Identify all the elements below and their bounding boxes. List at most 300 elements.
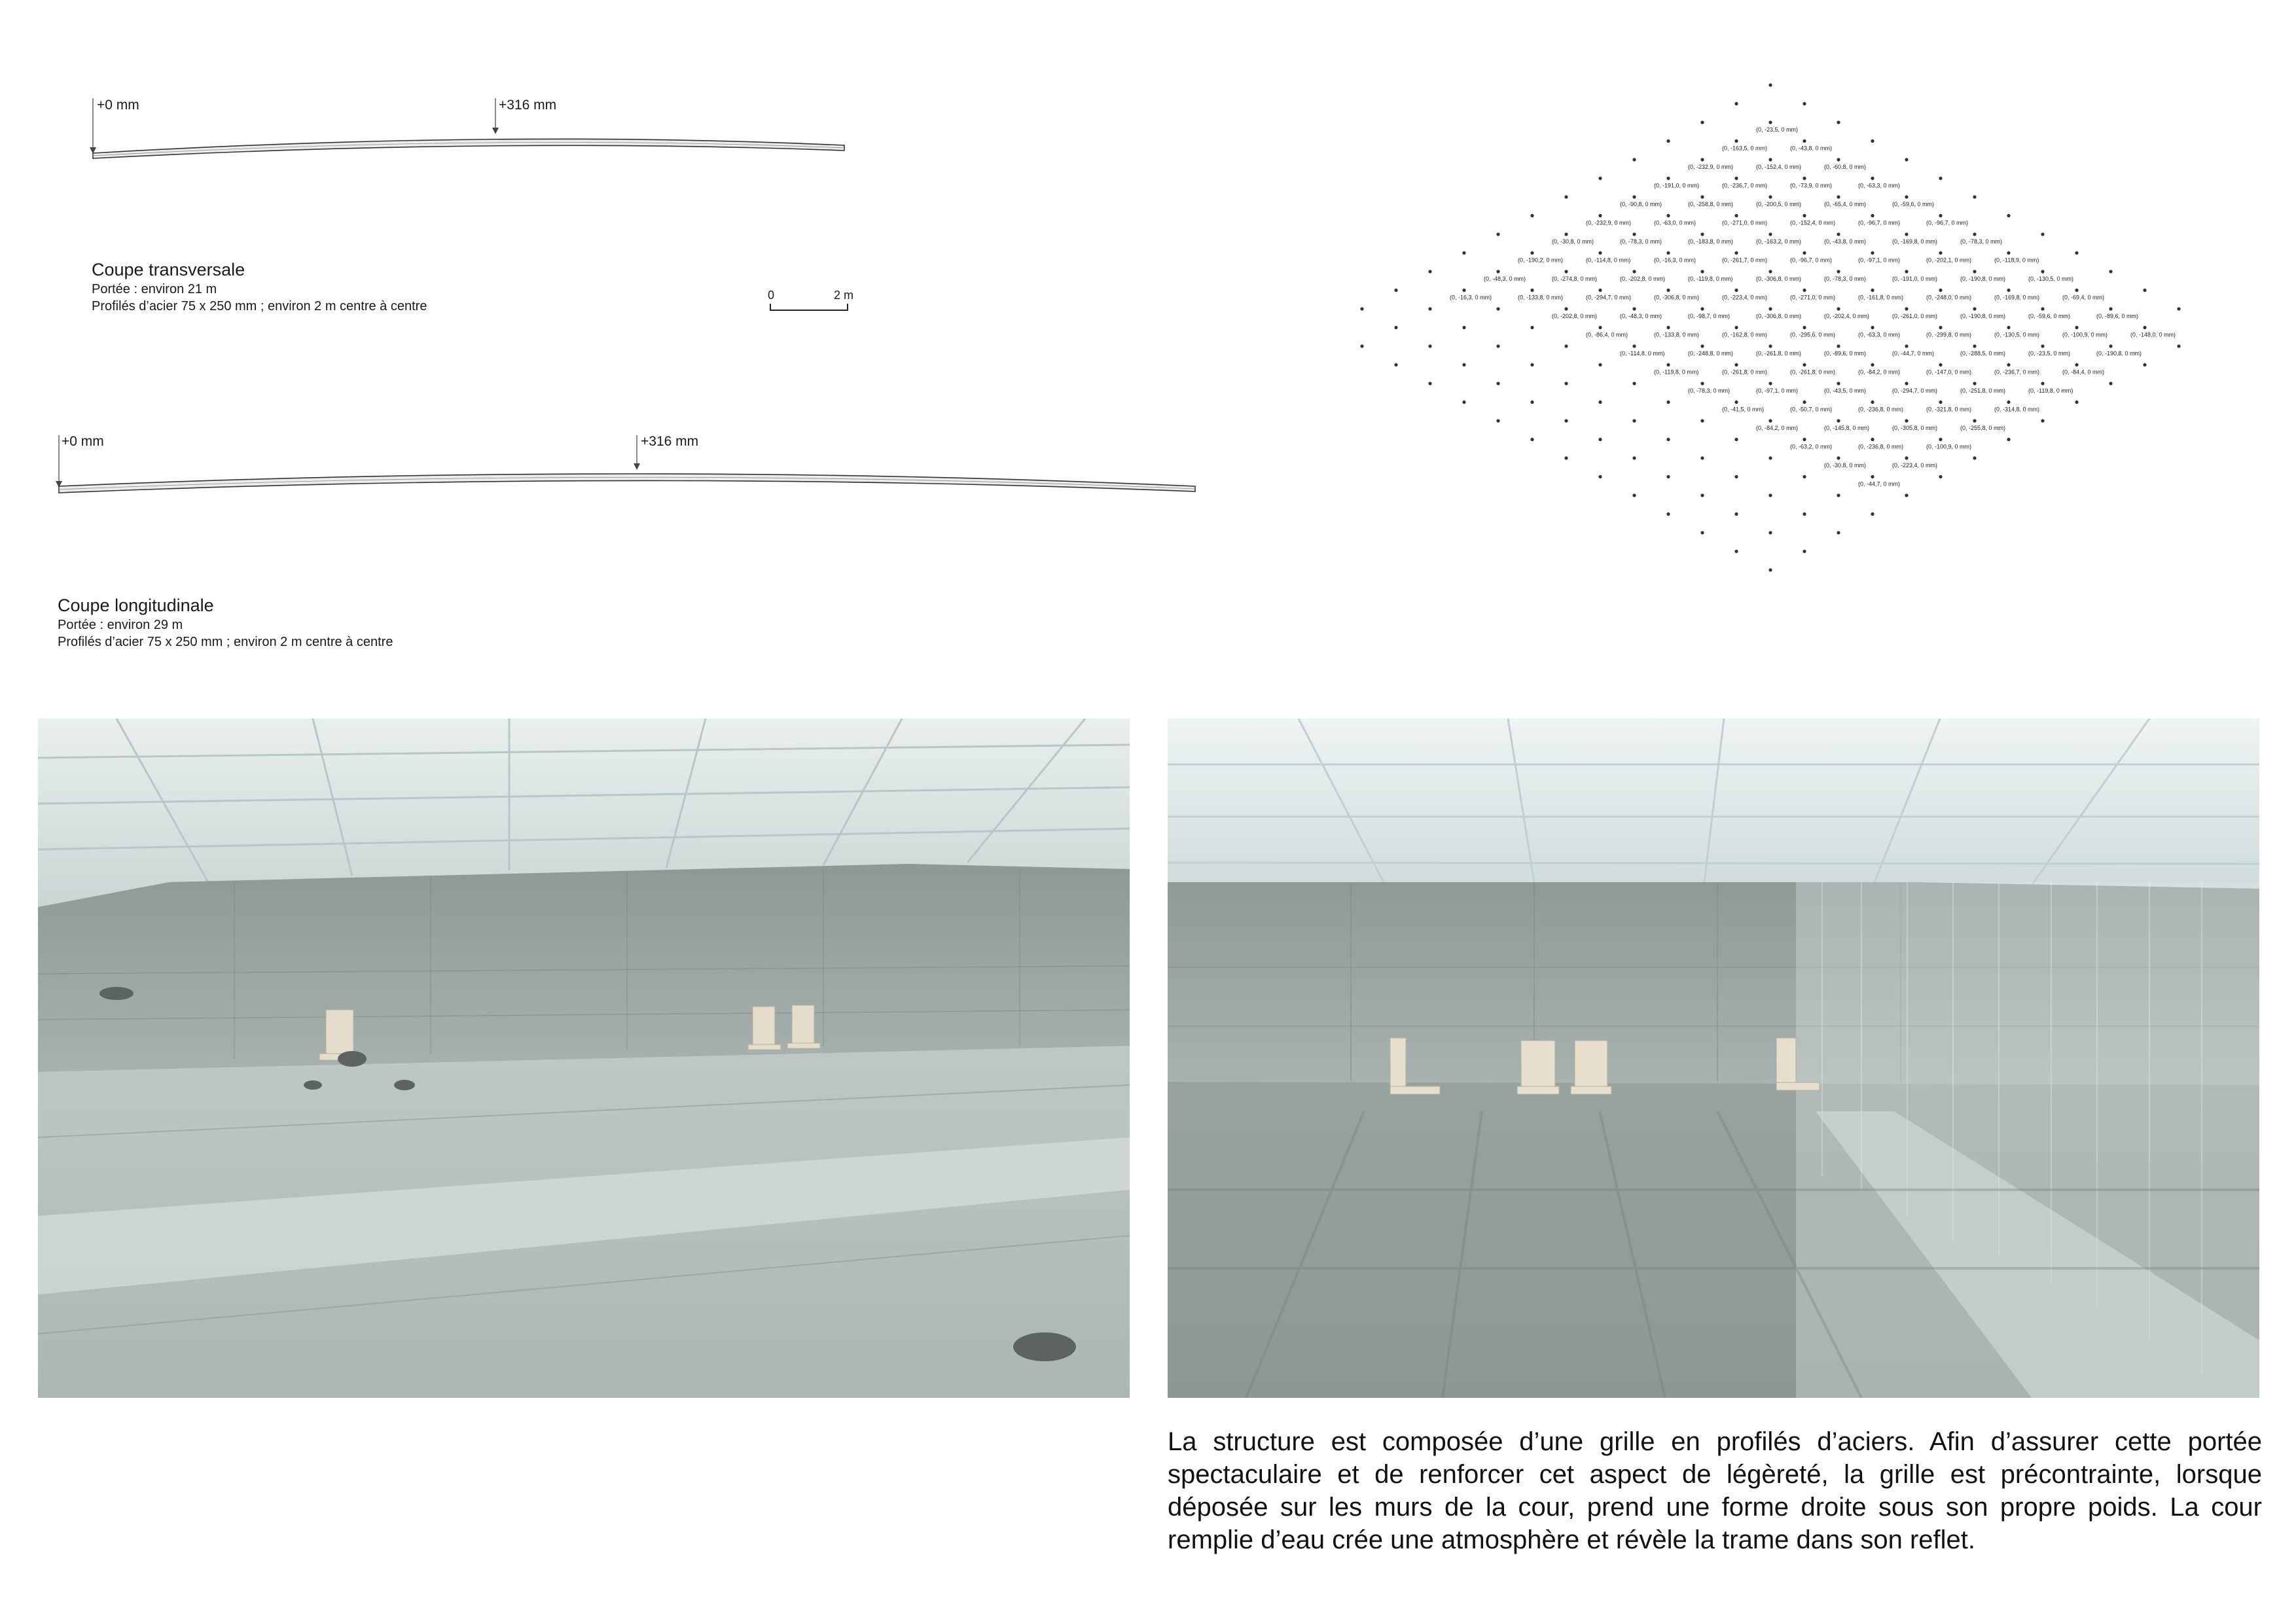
grid-node-point [1837, 270, 1840, 273]
grid-node-point [1803, 401, 1806, 404]
grid-node-label: (0, -119,8, 0 mm) [2028, 387, 2073, 394]
grid-node-label: (0, -321,8, 0 mm) [1926, 406, 1972, 413]
grid-node-label: (0, -202,4, 0 mm) [1824, 313, 1870, 319]
grid-node-label: (0, -100,9, 0 mm) [2062, 331, 2108, 338]
grid-node-point [2075, 289, 2078, 292]
grid-node-label: (0, -163,5, 0 mm) [1722, 145, 1768, 152]
grid-node-label: (0, -232,9, 0 mm) [1586, 219, 1632, 226]
grid-node-point [1768, 195, 1772, 198]
grid-node-point [1905, 270, 1908, 273]
grid-node-label: (0, -145,8, 0 mm) [1824, 425, 1870, 431]
grid-node-point [2109, 344, 2112, 348]
grid-node-label: (0, -114,8, 0 mm) [1586, 257, 1631, 264]
grid-node-point [1666, 214, 1670, 217]
grid-node-label: (0, -161,8, 0 mm) [1858, 294, 1904, 301]
grid-node-point [1530, 214, 1534, 217]
grid-node-label: (0, -236,8, 0 mm) [1858, 406, 1904, 413]
grid-node-point [2041, 382, 2044, 385]
grid-node-label: (0, -152,4, 0 mm) [1790, 219, 1836, 226]
grid-node-point [2041, 419, 2044, 422]
transverse-span: Portée : environ 21 m [92, 282, 217, 296]
grid-node-label: (0, -261,0, 0 mm) [1892, 313, 1938, 319]
description-paragraph: La structure est composée d’une grille en profilés d’aciers. Afin d’assurer cette portée spectaculaire et de renforcer cet aspect de légèreté, la grille est précontrainte, lorsque déposée sur les murs de la cour, prend une forme droite sous son propre poids. La cour remplie d’eau crée une atmosphère et révèle la trame dans son reflet. [1168, 1427, 2262, 1554]
grid-node-point [1734, 512, 1738, 516]
grid-node-label: (0, -288,5, 0 mm) [1960, 350, 2006, 357]
grid-node-label: (0, -114,8, 0 mm) [1620, 350, 1665, 357]
grid-node-point [1598, 363, 1602, 366]
grid-node-label: (0, -84,2, 0 mm) [1756, 425, 1799, 431]
grid-node-point [2075, 326, 2078, 329]
grid-node-point [1598, 326, 1602, 329]
grid-node-label: (0, -96,7, 0 mm) [1926, 219, 1969, 226]
grid-node-label: (0, -148,0, 0 mm) [2130, 331, 2176, 338]
grid-node-point [1837, 195, 1840, 198]
grid-node-label: (0, -190,2, 0 mm) [1518, 257, 1564, 264]
grid-node-point [1939, 251, 1942, 255]
grid-node-label: (0, -30,8, 0 mm) [1824, 462, 1867, 469]
grid-node-point [1666, 326, 1670, 329]
grid-node-label: (0, -191,0, 0 mm) [1654, 182, 1700, 189]
grid-node-point [2075, 251, 2078, 255]
grid-node-label: (0, -202,8, 0 mm) [1620, 276, 1666, 282]
grid-node-point [1700, 232, 1704, 236]
grid-node-label: (0, -48,3, 0 mm) [1620, 313, 1662, 319]
grid-node-label: (0, -236,8, 0 mm) [1858, 443, 1904, 450]
grid-node-label: (0, -78,3, 0 mm) [1620, 238, 1662, 245]
grid-node-point [1803, 139, 1806, 143]
grid-node-point [1905, 307, 1908, 310]
grid-node-point [1803, 289, 1806, 292]
grid-node-point [1973, 232, 1976, 236]
grid-deflection-plan [1329, 72, 2212, 582]
grid-node-point [1394, 363, 1397, 366]
grid-node-point [1905, 195, 1908, 198]
grid-node-label: (0, -251,8, 0 mm) [1960, 387, 2006, 394]
grid-node-label: (0, -183,8, 0 mm) [1688, 238, 1734, 245]
grid-node-label: (0, -190,8, 0 mm) [1960, 276, 2006, 282]
grid-node-point [1803, 251, 1806, 255]
grid-node-point [2075, 363, 2078, 366]
grid-node-point [1734, 363, 1738, 366]
grid-node-point [1700, 344, 1704, 348]
grid-node-point [1837, 307, 1840, 310]
grid-node-label: (0, -89,6, 0 mm) [1824, 350, 1867, 357]
grid-node-label: (0, -63,2, 0 mm) [1790, 443, 1833, 450]
grid-node-label: (0, -44,7, 0 mm) [1892, 350, 1935, 357]
grid-node-point [1700, 493, 1704, 497]
grid-node-point [1428, 344, 1431, 348]
grid-node-point [2177, 307, 2180, 310]
grid-node-label: (0, -23,5, 0 mm) [1756, 126, 1799, 133]
grid-node-point [1496, 307, 1499, 310]
grid-node-label: (0, -59,6, 0 mm) [2028, 313, 2071, 319]
grid-node-point [2075, 401, 2078, 404]
grid-node-label: (0, -78,3, 0 mm) [1824, 276, 1867, 282]
grid-node-point [1428, 382, 1431, 385]
grid-node-point [1496, 232, 1499, 236]
grid-node-point [2143, 326, 2146, 329]
grid-node-point [2041, 270, 2044, 273]
longitudinal-mark-mid: +316 mm [641, 434, 699, 449]
grid-node-point [1973, 419, 1976, 422]
grid-node-point [1632, 158, 1636, 161]
grid-node-point [1734, 401, 1738, 404]
grid-node-label: (0, -261,8, 0 mm) [1756, 350, 1802, 357]
grid-node-point [1530, 289, 1534, 292]
grid-node-point [1564, 419, 1568, 422]
scale-bar-start: 0 [768, 289, 775, 302]
grid-node-point [2007, 251, 2010, 255]
grid-node-point [1871, 438, 1874, 441]
grid-node-label: (0, -65,4, 0 mm) [1824, 201, 1867, 207]
grid-node-point [1530, 326, 1534, 329]
grid-node-point [1462, 326, 1465, 329]
grid-node-label: (0, -169,8, 0 mm) [1994, 294, 2040, 301]
grid-node-point [2109, 307, 2112, 310]
grid-node-point [1871, 475, 1874, 478]
grid-node-point [1496, 382, 1499, 385]
grid-node-point [1496, 419, 1499, 422]
grid-node-point [1564, 456, 1568, 459]
grid-node-label: (0, -295,6, 0 mm) [1790, 331, 1836, 338]
grid-node-point [1734, 251, 1738, 255]
grid-node-point [1837, 344, 1840, 348]
grid-node-point [1768, 531, 1772, 534]
grid-node-label: (0, -133,8, 0 mm) [1654, 331, 1700, 338]
grid-node-point [2007, 214, 2010, 217]
grid-node-point [1734, 550, 1738, 553]
grid-node-point [1564, 232, 1568, 236]
grid-node-label: (0, -97,1, 0 mm) [1858, 257, 1901, 264]
grid-node-point [1632, 382, 1636, 385]
grid-node-label: (0, -96,7, 0 mm) [1858, 219, 1901, 226]
grid-node-point [1666, 289, 1670, 292]
grid-node-label: (0, -261,8, 0 mm) [1722, 368, 1768, 376]
grid-node-point [1837, 232, 1840, 236]
grid-node-label: (0, -84,2, 0 mm) [1858, 368, 1901, 376]
grid-node-label: (0, -84,4, 0 mm) [2062, 368, 2105, 376]
grid-node-point [1598, 289, 1602, 292]
grid-node-point [1768, 344, 1772, 348]
grid-node-point [1666, 251, 1670, 255]
grid-node-point [1734, 102, 1738, 105]
grid-node-point [1768, 83, 1772, 86]
grid-node-point [1871, 139, 1874, 143]
grid-node-point [1939, 401, 1942, 404]
transverse-mark-mid: +316 mm [499, 98, 557, 113]
grid-node-point [1803, 550, 1806, 553]
grid-node-point [1564, 344, 1568, 348]
grid-node-point [1734, 289, 1738, 292]
grid-node-point [1700, 531, 1704, 534]
grid-node-point [1973, 270, 1976, 273]
grid-node-label: (0, -44,7, 0 mm) [1858, 480, 1901, 488]
grid-node-point [1939, 438, 1942, 441]
grid-node-point [1837, 382, 1840, 385]
grid-node-label: (0, -119,8, 0 mm) [1688, 276, 1733, 282]
grid-node-label: (0, -16,3, 0 mm) [1654, 257, 1696, 264]
grid-node-point [1939, 214, 1942, 217]
scale-bar [769, 302, 854, 313]
grid-node-label: (0, -152,4, 0 mm) [1756, 164, 1802, 170]
grid-node-point [1768, 307, 1772, 310]
grid-node-point [1768, 382, 1772, 385]
transverse-mark-start: +0 mm [97, 98, 139, 113]
grid-node-point [1768, 270, 1772, 273]
grid-node-label: (0, -96,7, 0 mm) [1790, 257, 1833, 264]
grid-node-point [1428, 307, 1431, 310]
grid-node-point [1837, 419, 1840, 422]
grid-node-label: (0, -73,9, 0 mm) [1790, 182, 1833, 189]
grid-node-label: (0, -98,7, 0 mm) [1688, 313, 1731, 319]
grid-node-point [1803, 512, 1806, 516]
grid-node-point [2041, 344, 2044, 348]
grid-node-point [1564, 270, 1568, 273]
grid-node-point [1632, 419, 1636, 422]
grid-node-label: (0, -89,6, 0 mm) [2096, 313, 2139, 319]
grid-node-point [1871, 512, 1874, 516]
grid-node-label: (0, -130,5, 0 mm) [1994, 331, 2040, 338]
grid-node-label: (0, -223,4, 0 mm) [1722, 294, 1768, 301]
grid-node-point [1768, 493, 1772, 497]
grid-node-point [1360, 344, 1363, 348]
grid-node-point [2007, 363, 2010, 366]
grid-node-point [1496, 344, 1499, 348]
grid-node-point [1598, 475, 1602, 478]
grid-node-label: (0, -97,1, 0 mm) [1756, 387, 1799, 394]
scale-bar-end: 2 m [834, 289, 854, 302]
grid-node-label: (0, -314,8, 0 mm) [1994, 406, 2040, 413]
grid-node-point [2007, 438, 2010, 441]
grid-node-point [2007, 326, 2010, 329]
grid-node-point [2109, 382, 2112, 385]
grid-node-label: (0, -305,8, 0 mm) [1892, 425, 1938, 431]
transverse-profiles: Profilés d’acier 75 x 250 mm ; environ 2 m centre à centre [92, 299, 427, 313]
grid-node-point [1666, 401, 1670, 404]
grid-node-point [1871, 289, 1874, 292]
grid-node-label: (0, -202,1, 0 mm) [1926, 257, 1972, 264]
grid-node-point [1871, 363, 1874, 366]
grid-node-point [1803, 177, 1806, 180]
grid-node-label: (0, -271,0, 0 mm) [1790, 294, 1836, 301]
grid-node-point [1939, 326, 1942, 329]
grid-node-label: (0, -248,0, 0 mm) [1926, 294, 1972, 301]
grid-node-point [1837, 158, 1840, 161]
grid-node-label: (0, -133,8, 0 mm) [1518, 294, 1564, 301]
longitudinal-profiles: Profilés d’acier 75 x 250 mm ; environ 2 m centre à centre [58, 635, 393, 649]
grid-node-point [1666, 139, 1670, 143]
grid-node-label: (0, -69,4, 0 mm) [2062, 294, 2105, 301]
grid-node-point [1530, 363, 1534, 366]
grid-node-point [1734, 214, 1738, 217]
grid-node-point [1905, 344, 1908, 348]
grid-node-point [1734, 438, 1738, 441]
grid-node-label: (0, -118,9, 0 mm) [1994, 257, 2039, 264]
grid-node-point [1632, 307, 1636, 310]
grid-node-point [1598, 251, 1602, 255]
courtyard-render-right [1168, 719, 2259, 1398]
grid-node-label: (0, -271,0, 0 mm) [1722, 219, 1768, 226]
grid-node-point [2143, 289, 2146, 292]
grid-node-point [1871, 326, 1874, 329]
grid-node-point [1768, 120, 1772, 124]
longitudinal-title: Coupe longitudinale [58, 596, 214, 615]
grid-node-point [1734, 326, 1738, 329]
grid-node-label: (0, -63,0, 0 mm) [1654, 219, 1696, 226]
grid-node-label: (0, -119,8, 0 mm) [1654, 368, 1699, 376]
grid-node-point [2007, 289, 2010, 292]
grid-node-point [1973, 456, 1976, 459]
grid-node-point [1905, 456, 1908, 459]
grid-node-point [1632, 232, 1636, 236]
grid-node-label: (0, -255,8, 0 mm) [1960, 425, 2006, 431]
grid-node-point [1394, 289, 1397, 292]
grid-node-point [1700, 158, 1704, 161]
grid-node-label: (0, -261,7, 0 mm) [1722, 257, 1768, 264]
grid-node-label: (0, -162,8, 0 mm) [1722, 331, 1768, 338]
grid-node-point [1394, 326, 1397, 329]
grid-node-point [1632, 344, 1636, 348]
grid-node-point [1734, 177, 1738, 180]
longitudinal-section-drawing [52, 435, 1217, 501]
grid-node-label: (0, -274,8, 0 mm) [1552, 276, 1598, 282]
grid-node-label: (0, -223,4, 0 mm) [1892, 462, 1938, 469]
transverse-title: Coupe transversale [92, 260, 245, 279]
longitudinal-span: Portée : environ 29 m [58, 618, 183, 632]
grid-node-point [1598, 177, 1602, 180]
grid-node-point [1700, 270, 1704, 273]
grid-node-point [1462, 401, 1465, 404]
grid-node-label: (0, -191,0, 0 mm) [1892, 276, 1938, 282]
grid-node-label: (0, -236,7, 0 mm) [1722, 182, 1768, 189]
grid-node-point [1700, 419, 1704, 422]
grid-node-point [1734, 475, 1738, 478]
grid-node-point [1768, 419, 1772, 422]
grid-node-point [2143, 363, 2146, 366]
grid-node-point [1700, 456, 1704, 459]
grid-node-point [1905, 382, 1908, 385]
grid-node-point [1462, 363, 1465, 366]
grid-node-label: (0, -90,8, 0 mm) [1620, 201, 1662, 207]
grid-node-label: (0, -169,8, 0 mm) [1892, 238, 1938, 245]
grid-node-label: (0, -23,5, 0 mm) [2028, 350, 2071, 357]
grid-node-label: (0, -100,9, 0 mm) [1926, 443, 1972, 450]
grid-node-point [1768, 232, 1772, 236]
grid-node-label: (0, -248,8, 0 mm) [1688, 350, 1734, 357]
grid-node-label: (0, -60,8, 0 mm) [1824, 164, 1867, 170]
grid-node-label: (0, -43,8, 0 mm) [1790, 145, 1833, 152]
grid-node-point [1803, 438, 1806, 441]
grid-node-label: (0, -30,8, 0 mm) [1552, 238, 1594, 245]
longitudinal-mark-start: +0 mm [62, 434, 104, 449]
grid-node-label: (0, -258,8, 0 mm) [1688, 201, 1734, 207]
grid-node-point [2177, 344, 2180, 348]
grid-node-point [2109, 270, 2112, 273]
grid-node-point [1666, 363, 1670, 366]
grid-node-point [1530, 438, 1534, 441]
grid-node-label: (0, -63,3, 0 mm) [1858, 331, 1901, 338]
grid-node-label: (0, -299,8, 0 mm) [1926, 331, 1972, 338]
courtyard-render-left [38, 719, 1130, 1398]
grid-node-point [1598, 214, 1602, 217]
grid-node-label: (0, -202,8, 0 mm) [1552, 313, 1598, 319]
grid-node-point [1734, 139, 1738, 143]
grid-node-point [1905, 158, 1908, 161]
grid-node-point [1871, 401, 1874, 404]
grid-node-point [1700, 382, 1704, 385]
grid-node-point [1462, 289, 1465, 292]
grid-node-point [1973, 344, 1976, 348]
grid-node-label: (0, -306,8, 0 mm) [1654, 294, 1700, 301]
grid-node-point [1700, 120, 1704, 124]
grid-node-point [1939, 363, 1942, 366]
grid-node-point [1837, 531, 1840, 534]
grid-node-point [1700, 307, 1704, 310]
grid-node-point [1939, 289, 1942, 292]
grid-node-point [1598, 438, 1602, 441]
grid-node-label: (0, -48,3, 0 mm) [1484, 276, 1526, 282]
grid-node-label: (0, -236,7, 0 mm) [1994, 368, 2040, 376]
grid-node-point [2041, 232, 2044, 236]
grid-node-label: (0, -294,7, 0 mm) [1586, 294, 1632, 301]
grid-node-point [1564, 195, 1568, 198]
grid-node-point [1530, 251, 1534, 255]
grid-node-label: (0, -86,4, 0 mm) [1586, 331, 1628, 338]
grid-node-point [1632, 456, 1636, 459]
grid-node-label: (0, -306,8, 0 mm) [1756, 276, 1802, 282]
grid-node-label: (0, -306,8, 0 mm) [1756, 313, 1802, 319]
grid-node-point [1973, 307, 1976, 310]
grid-node-point [1905, 419, 1908, 422]
grid-node-label: (0, -232,9, 0 mm) [1688, 164, 1734, 170]
grid-node-point [1803, 326, 1806, 329]
grid-node-point [1530, 401, 1534, 404]
grid-node-label: (0, -147,0, 0 mm) [1926, 368, 1972, 376]
grid-node-label: (0, -16,3, 0 mm) [1450, 294, 1492, 301]
grid-node-label: (0, -190,8, 0 mm) [1960, 313, 2006, 319]
grid-node-label: (0, -41,5, 0 mm) [1722, 406, 1765, 413]
grid-node-point [1666, 512, 1670, 516]
grid-node-point [1905, 493, 1908, 497]
grid-node-point [1803, 102, 1806, 105]
grid-node-point [1905, 232, 1908, 236]
grid-node-point [2007, 401, 2010, 404]
grid-node-point [1768, 456, 1772, 459]
grid-node-point [1632, 195, 1636, 198]
grid-node-point [1837, 493, 1840, 497]
grid-node-label: (0, -130,5, 0 mm) [2028, 276, 2074, 282]
grid-node-point [1428, 270, 1431, 273]
transverse-section-drawing [85, 98, 857, 164]
grid-node-point [1871, 177, 1874, 180]
grid-node-label: (0, -43,5, 0 mm) [1824, 387, 1867, 394]
grid-node-label: (0, -163,2, 0 mm) [1756, 238, 1802, 245]
grid-node-label: (0, -294,7, 0 mm) [1892, 387, 1938, 394]
grid-node-point [1564, 382, 1568, 385]
grid-node-label: (0, -78,3, 0 mm) [1960, 238, 2003, 245]
grid-node-point [1768, 568, 1772, 571]
grid-node-point [1564, 307, 1568, 310]
grid-node-label: (0, -50,7, 0 mm) [1790, 406, 1833, 413]
grid-node-point [1496, 270, 1499, 273]
grid-node-label: (0, -63,3, 0 mm) [1858, 182, 1901, 189]
grid-node-point [2041, 307, 2044, 310]
grid-node-point [1666, 475, 1670, 478]
grid-node-point [1939, 475, 1942, 478]
grid-node-point [1666, 438, 1670, 441]
grid-node-label: (0, -43,8, 0 mm) [1824, 238, 1867, 245]
grid-node-point [1598, 401, 1602, 404]
